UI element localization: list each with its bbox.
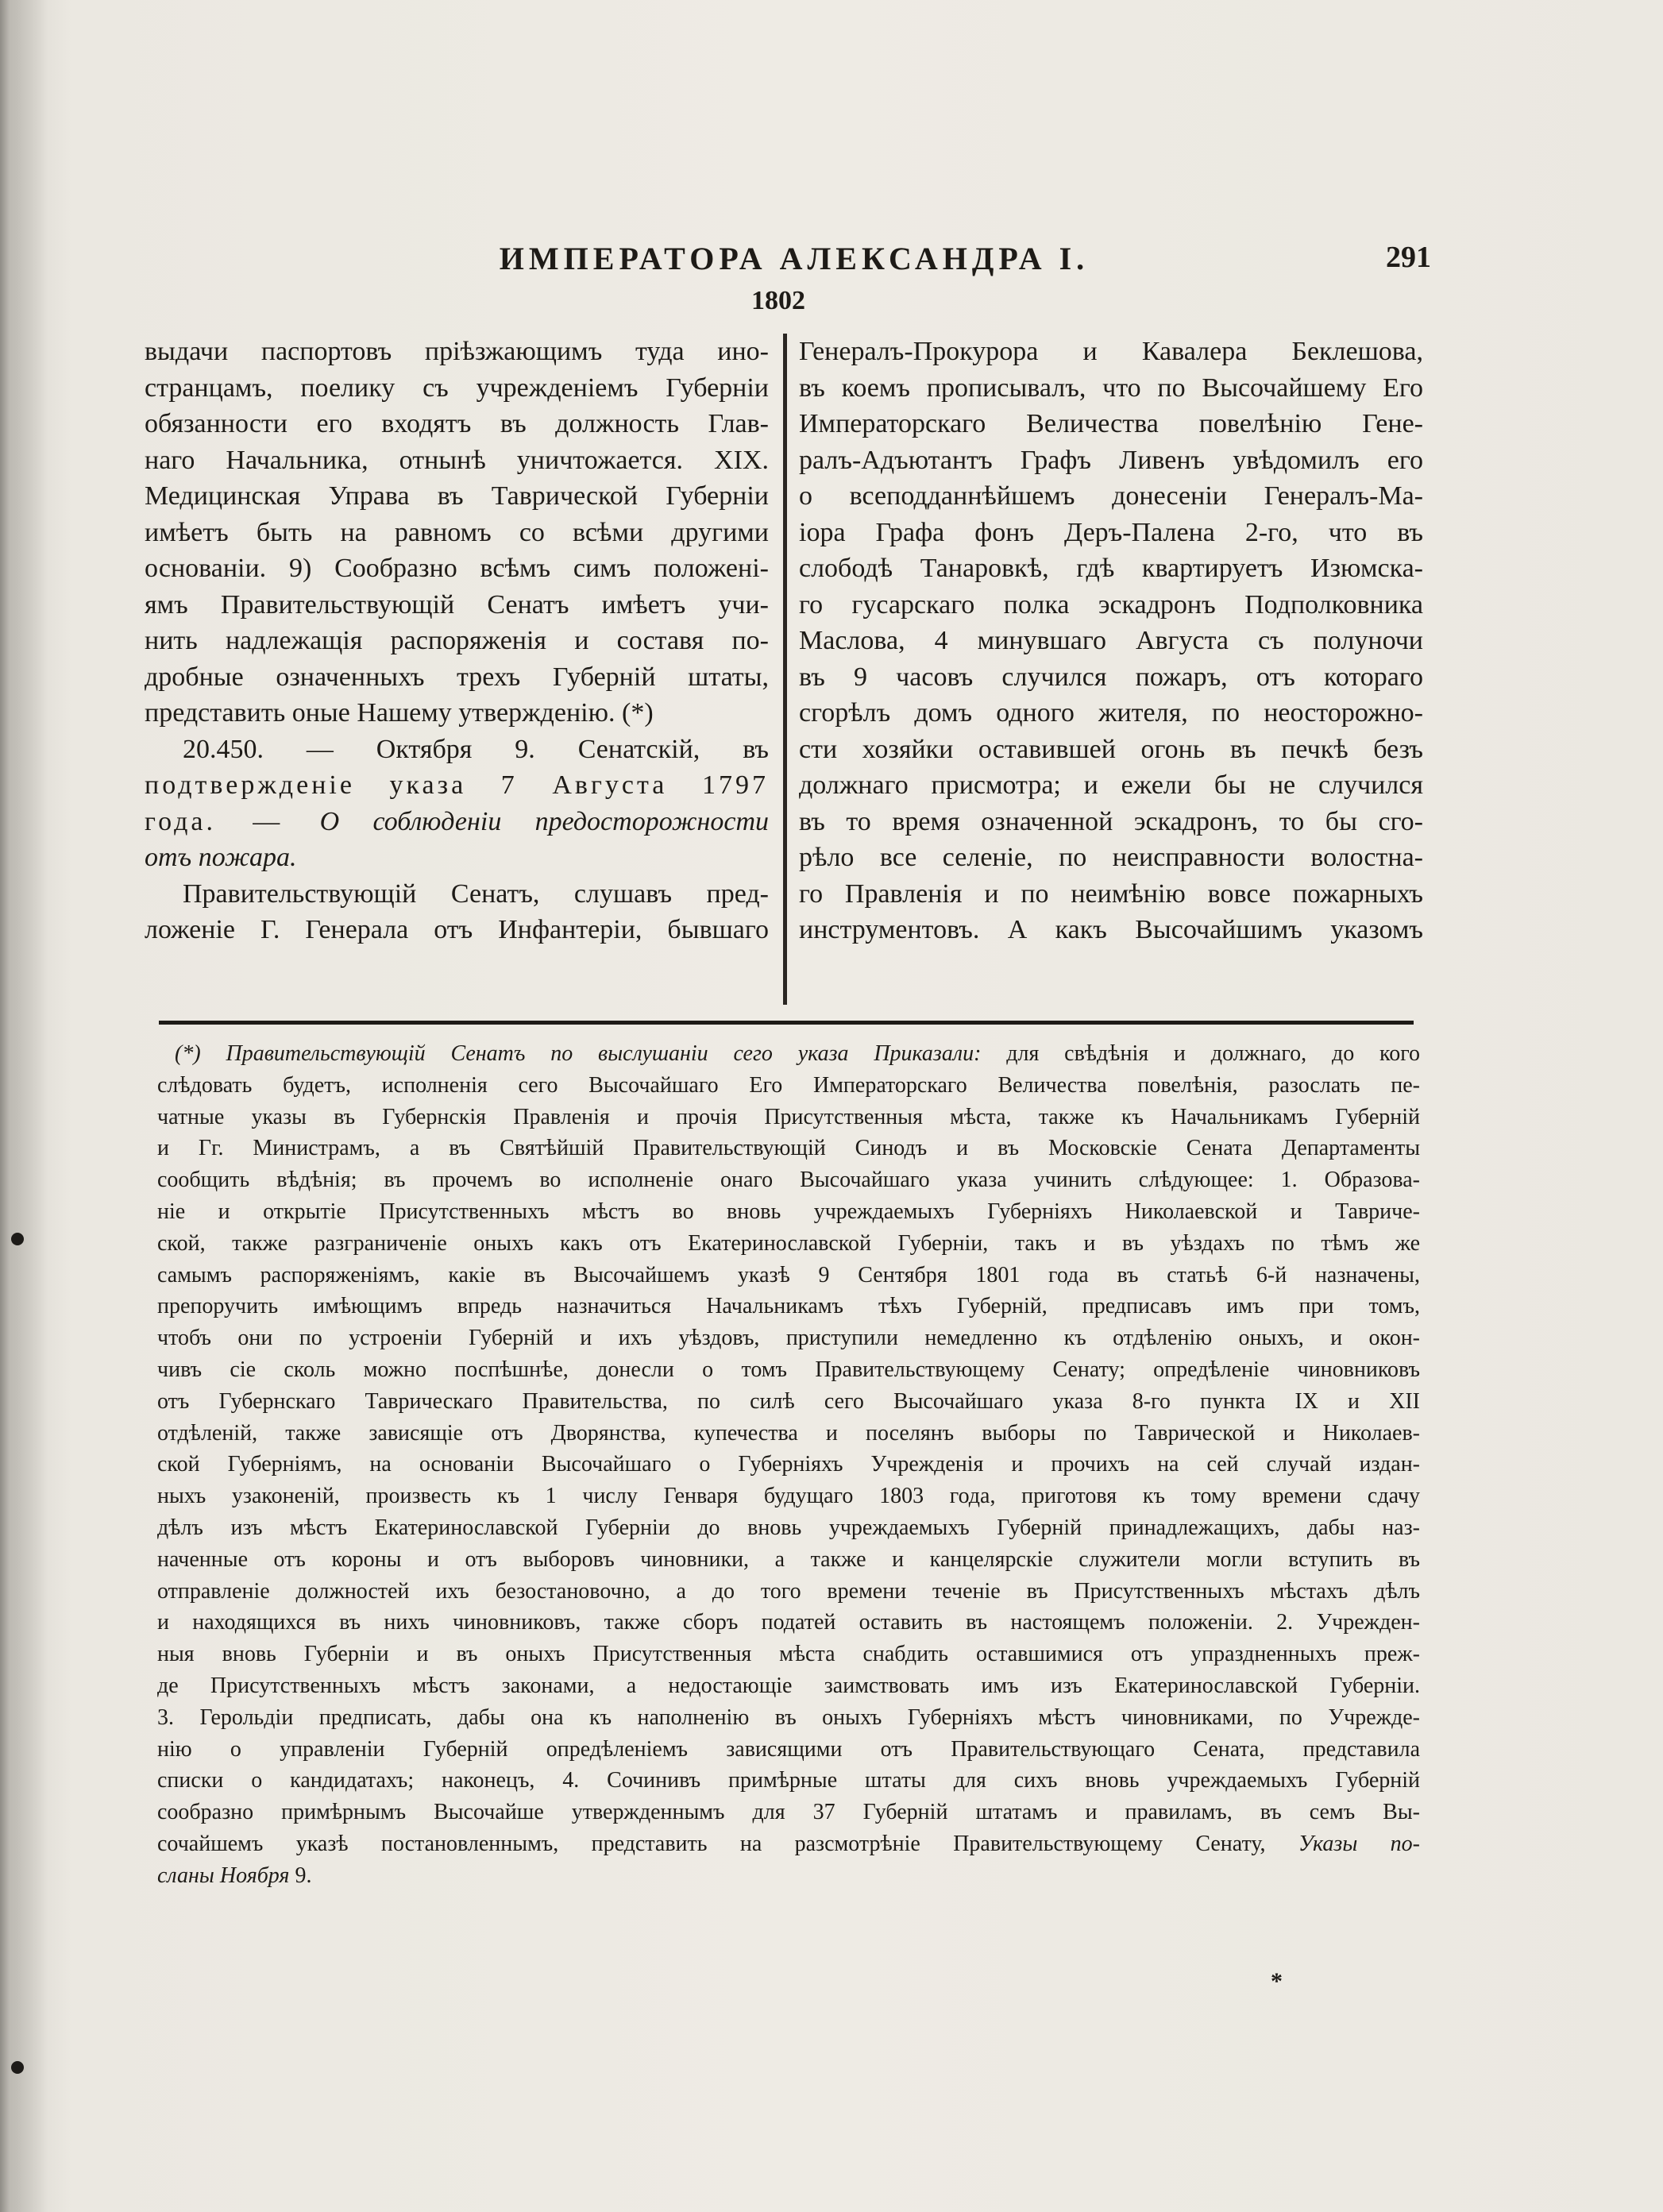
text-line: дробные означенныхъ трехъ Губернiй штаты, xyxy=(145,662,769,692)
footnote-line xyxy=(157,1828,1420,1860)
entry-title-line xyxy=(145,804,769,840)
footnote-line: нiе и открытiе Присутственныхъ мѣстъ во вновь учреждаемыхъ Губернiяхъ Николаевской и Тавриче- xyxy=(157,1199,1420,1224)
text-line: ралъ-Адъютантъ Графъ Ливенъ увѣдомилъ его xyxy=(799,445,1423,475)
footnote-line: списки о кандидатахъ; наконецъ, 4. Сочинивъ примѣрные штаты для сихъ вновь учреждаемыхъ Губернiй xyxy=(157,1768,1420,1793)
text-line: основанiи. 9) Сообразно всѣмъ симъ положенi- xyxy=(145,554,769,583)
text-line: го гусарскаго полка эскадронъ Подполковника xyxy=(799,589,1423,620)
footnote-line: отъ Губернскаго Таврическаго Правительства, по силѣ сего Высочайшаго указа 8-го пункта IX и XII xyxy=(157,1388,1420,1414)
text-line: нить надлежащiя распоряженiя и составя по- xyxy=(145,626,769,655)
footnote-first-line xyxy=(157,1038,1420,1070)
footnote-lead-rest: для свѣдѣнiя и должнаго, до кого xyxy=(981,1041,1420,1066)
text-line: выдачи паспортовъ прiѣзжающимъ туда ино- xyxy=(145,337,769,366)
text-line: Медицинская Управа въ Таврической Губернiи xyxy=(145,481,769,511)
text-line: въ то время означенной эскадронъ, то бы сго- xyxy=(799,806,1423,836)
text-line: го Правленiя и по неимѣнiю вовсе пожарныхъ xyxy=(799,878,1423,909)
footnote-line: чтобъ они по устроенiи Губернiй и ихъ уѣздовъ, приступили немедленно къ отдѣленiю оныхъ, и окон- xyxy=(157,1326,1420,1351)
footnote-text: 9. xyxy=(289,1863,312,1888)
text-line: обязанности его входятъ въ должность Глав- xyxy=(145,409,769,438)
entry-prefix: года. — xyxy=(145,806,320,836)
footnote-italic: Указы по- xyxy=(1298,1831,1420,1856)
footnote-line: отправленiе должностей ихъ безостановочно, а до того времени теченiе въ Присутственныхъ мѣстахъ дѣлъ xyxy=(157,1578,1420,1604)
footnote-line: препоручить имѣющимъ впредь назначиться Начальникамъ тѣхъ Губернiй, предписавъ имъ при томъ, xyxy=(157,1294,1420,1319)
footnote-line: ской, также разграниченiе оныхъ какъ отъ Екатеринославской Губернiи, такъ и въ уѣздахъ по тѣмъ же xyxy=(157,1230,1420,1256)
text-line: ямъ Правительствующiй Сенатъ имѣетъ учи- xyxy=(145,589,769,620)
text-line: слободѣ Танаровкѣ, гдѣ квартируетъ Изюмска- xyxy=(799,554,1423,583)
text-line: iора Графа фонъ Деръ-Палена 2-го, что въ xyxy=(799,517,1423,547)
text-line: имѣетъ быть на равномъ со всѣми другими xyxy=(145,517,769,547)
footnote-line: чивъ сiе сколь можно поспѣшнѣе, донесли о томъ Правительствующему Сенату; опредѣленiе чиновниковъ xyxy=(157,1357,1420,1382)
binding-hole xyxy=(11,1233,24,1245)
column-divider xyxy=(783,334,787,1005)
footnote-line: наченные отъ короны и отъ выборовъ чиновники, а также и канцелярскiе служители могли вступить въ xyxy=(157,1546,1420,1572)
footnote-line: и Гг. Министрамъ, а въ Святѣйшiй Правительствующiй Синодъ и въ Московскiе Сената Департаменты xyxy=(157,1136,1420,1161)
right-column xyxy=(799,334,1423,948)
binding-hole xyxy=(11,2061,24,2074)
text-line: въ коемъ прописывалъ, что по Высочайшему Его xyxy=(799,373,1423,403)
footnote-rule xyxy=(159,1021,1414,1025)
footnote-line: сообразно примѣрнымъ Высочайше утвержденнымъ для 37 Губернiй штатамъ и правиламъ, въ семъ Вы- xyxy=(157,1800,1420,1825)
entry-title: отъ пожара. xyxy=(145,843,297,872)
text-line: Правительствующiй Сенатъ, слушавъ пред- xyxy=(183,878,769,909)
footnote-line: слѣдовать будетъ, исполненiя сего Высочайшаго Его Императорскаго Величества повелѣнiя, разослать пе- xyxy=(157,1072,1420,1098)
footnote-line: самымъ распоряженiямъ, какiе въ Высочайшемъ указѣ 9 Сентября 1801 года въ статьѣ 6-й назначены, xyxy=(157,1262,1420,1287)
entry-title: О соблюденiи предосторожности xyxy=(319,806,769,836)
year-heading: 1802 xyxy=(751,286,805,315)
page-number: 291 xyxy=(1386,241,1431,274)
left-column xyxy=(145,334,769,948)
text-line: ложенiе Г. Генерала отъ Инфантерiи, бывшаго xyxy=(145,915,769,944)
footnote-italic: Ноября xyxy=(219,1863,290,1888)
footnote-line: дѣлъ изъ мѣстъ Екатеринославской Губернiи до вновь учреждаемыхъ Губернiй принадлежащихъ, дабы наз- xyxy=(157,1515,1420,1540)
footnote-line: сообщить вѣдѣнiя; въ прочемъ во исполненiе онаго Высочайшаго указа учинить слѣдующее: 1. Образова- xyxy=(157,1168,1420,1193)
text-line: представить оные Нашему утвержденiю. (*) xyxy=(145,698,654,728)
footnote-line: отдѣленiй, также зависящiе отъ Дворянства, купечества и поселянъ выборы по Таврической и Николаев- xyxy=(157,1420,1420,1446)
text-line: инструментовъ. А какъ Высочайшимъ указомъ xyxy=(799,915,1423,944)
spine-shadow xyxy=(0,0,48,2212)
footnote-line: ныхъ узаконенiй, произвесть къ 1 числу Генваря будущаго 1803 года, приготовя къ тому времени сдачу xyxy=(157,1484,1420,1509)
text-line: сгорѣлъ домъ одного жителя, по неосторожно- xyxy=(799,698,1423,728)
text-line: въ 9 часовъ случился пожаръ, отъ котораго xyxy=(799,662,1423,692)
footnote-text: сочайшемъ указѣ постановленнымъ, представить на разсмотрѣнiе Правительствующему Сенату, xyxy=(157,1831,1298,1856)
text-line: о всеподданнѣйшемъ донесенiи Генералъ-Ма- xyxy=(799,481,1423,511)
footnote-line: нiю о управленiи Губернiй опредѣленiемъ зависящими отъ Правительствующаго Сената, представила xyxy=(157,1736,1420,1762)
footnote-line: ныя вновь Губернiи и въ оныхъ Присутственныя мѣста снабдить оставшимися отъ упраздненныхъ преж- xyxy=(157,1642,1420,1667)
text-line: Императорскаго Величества повелѣнiю Гене- xyxy=(799,409,1423,438)
text-line: сти хозяйки оставившей огонь въ печкѣ безъ xyxy=(799,734,1423,764)
asterisk-mark: * xyxy=(1271,1968,1283,1994)
text-line: наго Начальника, отнынѣ уничтожается. XIX. xyxy=(145,445,769,475)
text-line: рѣло все селенiе, по неисправности волостна- xyxy=(799,843,1423,872)
footnote xyxy=(157,1038,1420,1892)
entry-heading-line: 20.450. — Октября 9. Сенатскiй, въ xyxy=(183,734,769,764)
text-line: должнаго присмотра; и ежели бы не случился xyxy=(799,770,1423,800)
footnote-line: 3. Герольдiи предписать, дабы она къ наполненiю въ оныхъ Губернiяхъ мѣстъ чиновниками, по Учрежде- xyxy=(157,1704,1420,1730)
running-head: ИМПЕРАТОРА АЛЕКСАНДРА I. xyxy=(499,241,1090,276)
footnote-line: чатные указы въ Губернскiя Правленiя и прочiя Присутственныя мѣста, также къ Начальникамъ Губернiй xyxy=(157,1104,1420,1129)
text-line: Маслова, 4 минувшаго Августа съ полуночи xyxy=(799,626,1423,655)
text-line: Генералъ-Прокурора и Кавалера Беклешова, xyxy=(799,337,1423,366)
footnote-italic: сланы xyxy=(157,1863,214,1888)
text-line: странцамъ, поелику съ учрежденiемъ Губернiи xyxy=(145,373,769,403)
entry-heading-line: подтвержденiе указа 7 Августа 1797 xyxy=(145,770,769,800)
footnote-line: де Присутственныхъ мѣстъ законами, а недостающiе заимствовать имъ изъ Екатеринославской Губернiи. xyxy=(157,1673,1420,1698)
footnote-last-line xyxy=(157,1860,1420,1892)
footnote-line: ской Губернiямъ, на основанiи Высочайшаго о Губернiяхъ Учрежденiя и прочихъ на сей случай издан- xyxy=(157,1452,1420,1477)
footnote-lead: (*) Правительствующiй Сенатъ по выслушанiи сего указа Приказали: xyxy=(175,1041,982,1066)
footnote-line: и находящихся въ нихъ чиновниковъ, также сборъ податей оставить въ настоящемъ положенiи. 2. Учрежден- xyxy=(157,1610,1420,1635)
